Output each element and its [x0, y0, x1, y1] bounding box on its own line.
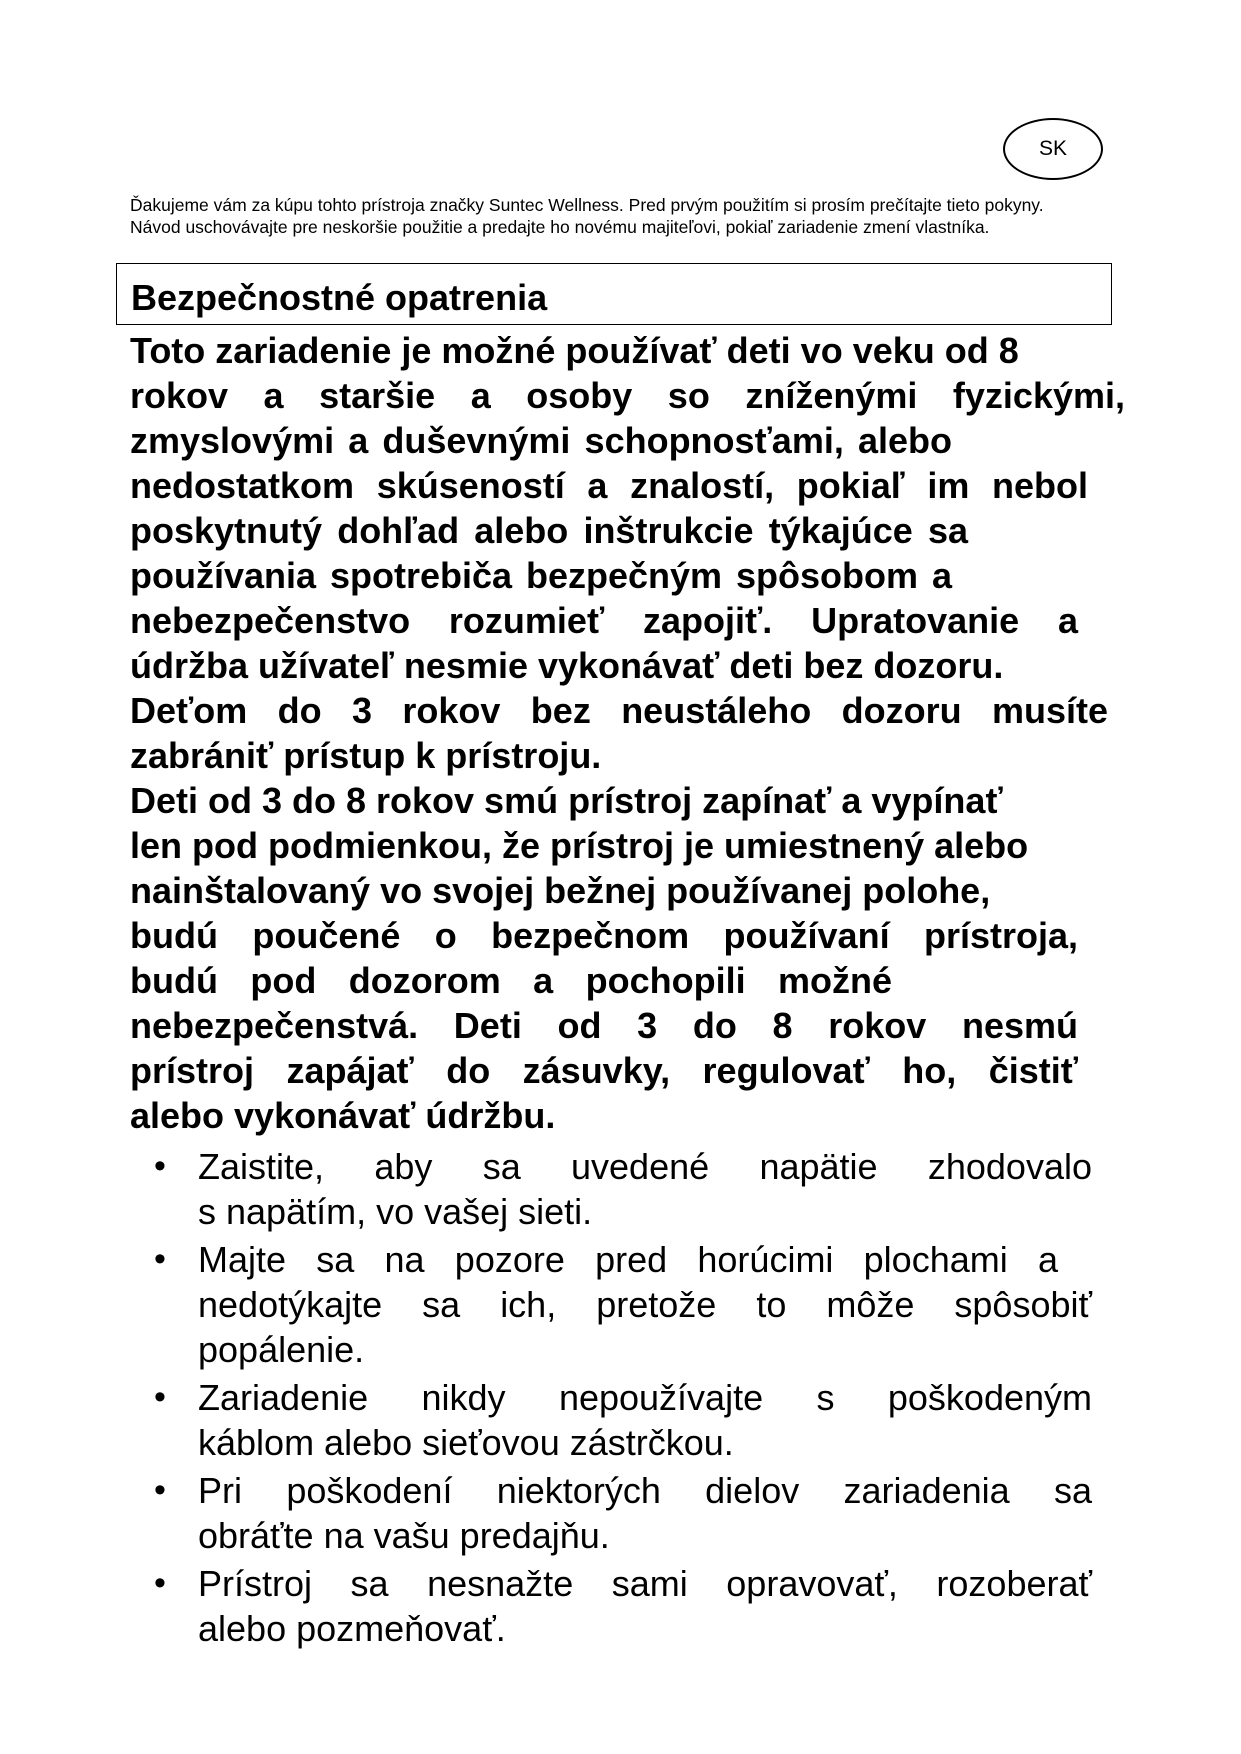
warning-line: údržba užívateľ nesmie vykonávať deti bez dozoru. — [130, 645, 1004, 686]
bullet-line: popálenie. — [198, 1329, 365, 1370]
warning-line: len pod podmienkou, že prístroj je umiestnený alebo — [130, 825, 1029, 866]
warning-line: nebezpečenstvá. Deti od 3 do 8 rokov nesmú — [130, 1005, 1078, 1046]
bullet-line: nedotýkajte sa ich, pretože to môže spôsobiť — [198, 1284, 1092, 1325]
warning-line: prístroj zapájať do zásuvky, regulovať ho, čistiť — [130, 1050, 1078, 1091]
list-item — [152, 1375, 1092, 1465]
bullet-line: Zariadenie nikdy nepoužívajte s poškodeným — [198, 1377, 1092, 1418]
warning-line: Toto zariadenie je možné používať deti vo veku od 8 — [130, 330, 1019, 371]
list-item — [152, 1144, 1092, 1234]
bullet-line: s napätím, vo vašej sieti. — [198, 1191, 593, 1232]
warning-line: zabrániť prístup k prístroju. — [130, 735, 602, 776]
warning-line: poskytnutý dohľad alebo inštrukcie týkajúce sa — [130, 510, 968, 551]
bullet-icon: • — [154, 1147, 166, 1185]
language-badge-label: SK — [1038, 137, 1067, 160]
warning-line: rokov a staršie a osoby so zníženými fyzickými, — [130, 375, 1125, 416]
list-item — [152, 1561, 1092, 1651]
bullet-line: alebo pozmeňovať. — [198, 1608, 506, 1649]
bullet-line: Pri poškodení niektorých dielov zariadenia sa — [198, 1470, 1092, 1511]
warning-line: nedostatkom skúseností a znalostí, pokiaľ im nebol — [130, 465, 1088, 506]
intro-paragraph: Ďakujeme vám za kúpu tohto prístroja značky Suntec Wellness. Pred prvým použitím si prosím prečítajte tieto pokyny. Návod uschovávajte pre neskoršie použitie a predajte ho novému majiteľovi, pokiaľ zariadenie zmení vlastníka. — [130, 195, 1044, 237]
language-badge — [1003, 118, 1103, 180]
warning-line: zmyslovými a duševnými schopnosťami, alebo — [130, 420, 952, 461]
warning-line: budú pod dozorom a pochopili možné — [130, 960, 892, 1001]
bullet-icon: • — [154, 1471, 166, 1509]
list-item — [152, 1237, 1092, 1372]
warning-line: Deti od 3 do 8 rokov smú prístroj zapínať a vypínať — [130, 780, 1003, 821]
list-item — [152, 1468, 1092, 1558]
warning-line: Deťom do 3 rokov bez neustáleho dozoru musíte — [130, 690, 1108, 731]
warning-line: nainštalovaný vo svojej bežnej používanej polohe, — [130, 870, 991, 911]
warning-line: alebo vykonávať údržbu. — [130, 1095, 556, 1136]
bullet-icon: • — [154, 1378, 166, 1416]
section-title: Bezpečnostné opatrenia — [131, 277, 548, 318]
bullet-icon: • — [154, 1564, 166, 1602]
bullet-line: Majte sa na pozore pred horúcimi plochami a — [198, 1239, 1058, 1280]
warning-children-3-8 — [130, 778, 1125, 1138]
bullet-line: obráťte na vašu predajňu. — [198, 1515, 610, 1556]
bullet-line: Zaistite, aby sa uvedené napätie zhodovalo — [198, 1146, 1092, 1187]
bullet-line: káblom alebo sieťovou zástrčkou. — [198, 1422, 734, 1463]
bullet-icon: • — [154, 1240, 166, 1278]
section-header-box — [116, 263, 1112, 325]
bullet-line: Prístroj sa nesnažte sami opravovať, rozoberať — [198, 1563, 1092, 1604]
warning-line: používania spotrebiča bezpečným spôsobom a — [130, 555, 952, 596]
warning-line: budú poučené o bezpečnom používaní prístroja, — [130, 915, 1078, 956]
warning-line: nebezpečenstvo rozumieť zapojiť. Upratovanie a — [130, 600, 1078, 641]
warning-children-8 — [130, 328, 1125, 778]
safety-bullet-list — [152, 1144, 1092, 1654]
